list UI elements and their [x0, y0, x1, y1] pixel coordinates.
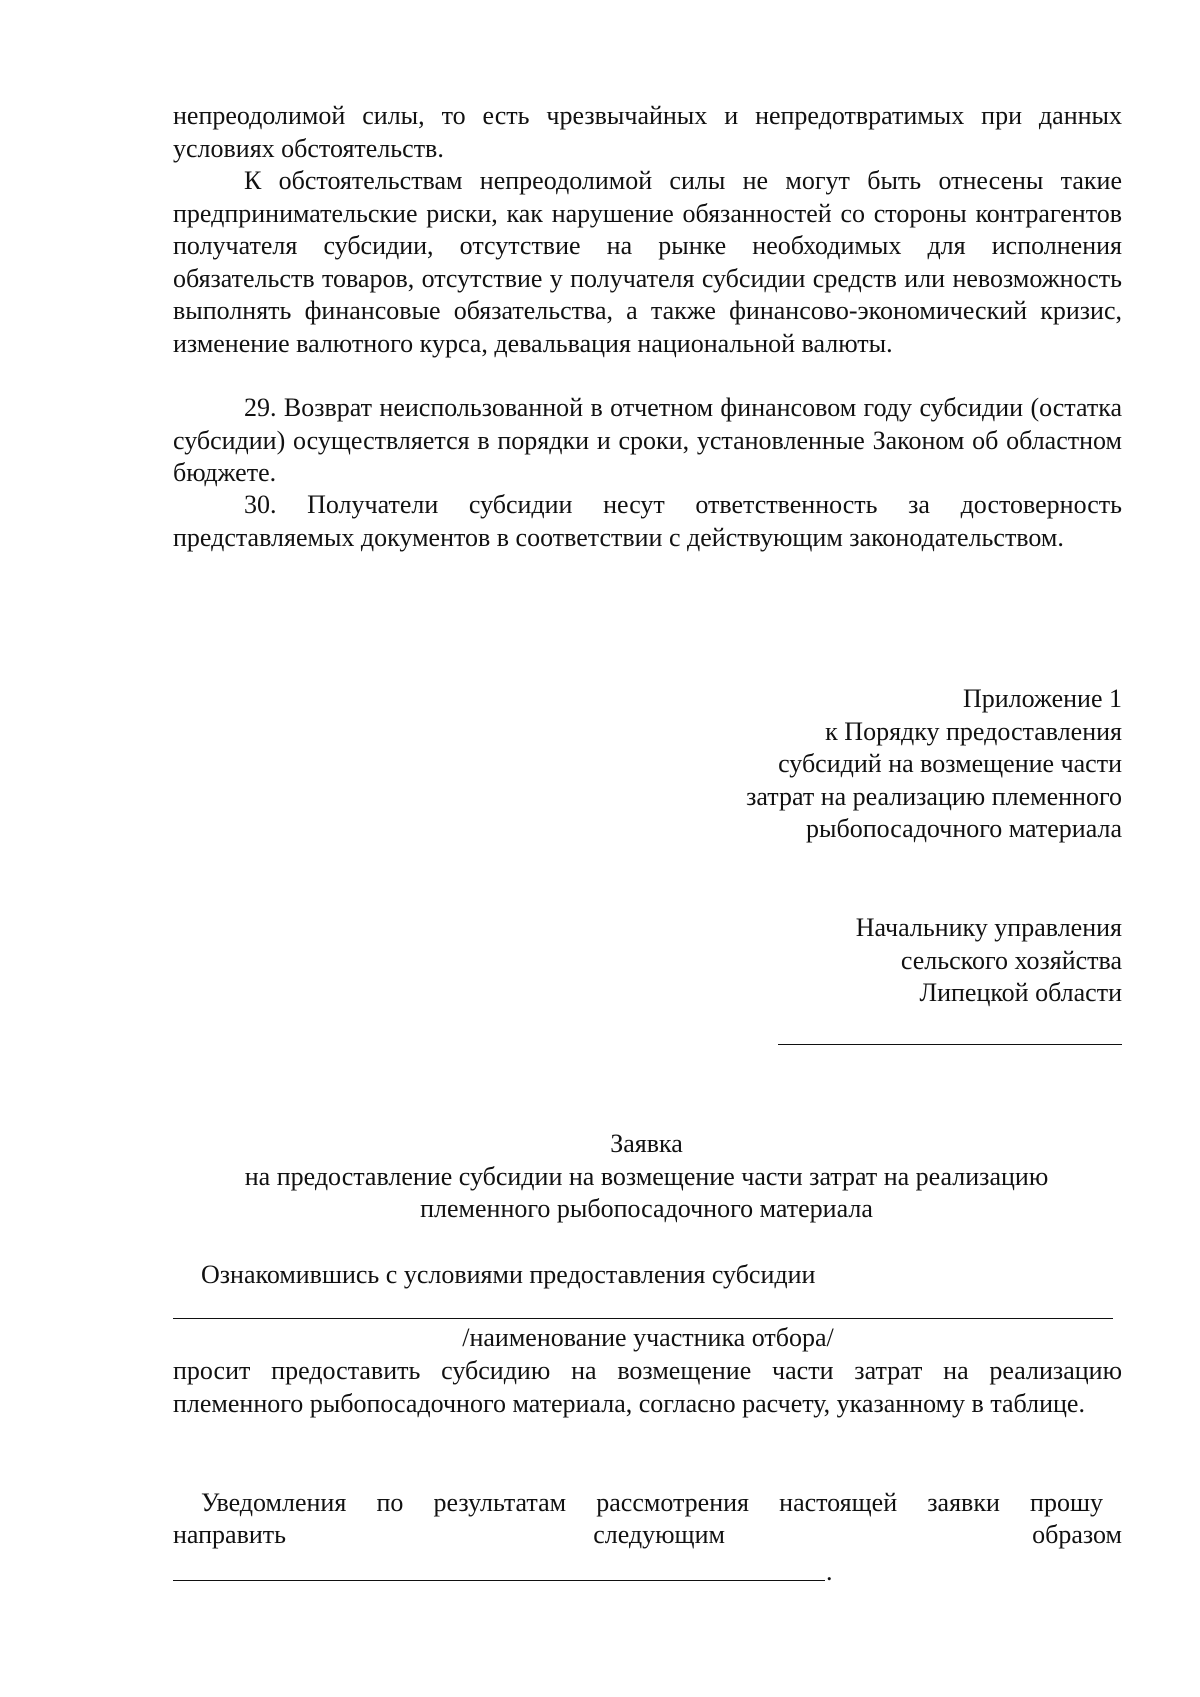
- notification-word: образом: [1032, 1520, 1123, 1549]
- notification-end-period: .: [826, 1557, 833, 1586]
- appendix-line: рыбопосадочного материала: [806, 814, 1122, 843]
- addressee-line: сельского хозяйства: [900, 945, 1122, 975]
- paragraph-text: 30. Получатели субсидии несут ответственность за достоверность представляемых документов в соответствии с действующим законодательством.: [173, 490, 1122, 552]
- addressee-block: [173, 912, 1122, 1010]
- notification-line-2: [173, 1519, 1122, 1552]
- appendix-header: [173, 683, 1122, 846]
- application-subtitle-line: племенного рыбопосадочного материала: [420, 1194, 873, 1223]
- application-title-block: [200, 1128, 1093, 1226]
- paragraph-force-majeure-end: [173, 100, 1122, 165]
- application-intro: [201, 1259, 1101, 1292]
- paragraph-29: [173, 392, 1122, 490]
- paragraph-text: непреодолимой силы, то есть чрезвычайных и непредотвратимых при данных условиях обстоятельств.: [173, 101, 1122, 163]
- participant-caption: /наименование участника отбора/: [462, 1323, 834, 1352]
- notification-method-line: [173, 1580, 825, 1581]
- paragraph-not-force-majeure: [173, 165, 1122, 360]
- notification-words: [173, 1519, 1122, 1552]
- appendix-line: к Порядку предоставления: [825, 716, 1122, 746]
- notification-word: направить: [173, 1520, 286, 1549]
- paragraph-30: [173, 489, 1122, 554]
- addressee-line: Липецкой области: [919, 978, 1122, 1007]
- notification-text: Уведомления по результатам рассмотрения настоящей заявки прошу: [201, 1488, 1103, 1517]
- intro-text: Ознакомившись с условиями предоставления субсидии: [201, 1260, 816, 1289]
- application-title: Заявка: [610, 1129, 683, 1158]
- addressee-line: Начальнику управления: [855, 913, 1122, 942]
- notification-word: следующим: [593, 1520, 725, 1549]
- appendix-line: субсидий на возмещение части: [778, 749, 1122, 778]
- application-subtitle-line: на предоставление субсидии на возмещение части затрат на реализацию: [244, 1161, 1049, 1191]
- addressee-signature-line: [778, 1044, 1122, 1045]
- paragraph-text: 29. Возврат неиспользованной в отчетном финансовом году субсидии (остатка субсидии) осуществляется в порядки и сроки, установленные Законом об областном бюджете.: [173, 393, 1122, 487]
- application-request: [173, 1355, 1122, 1420]
- notification-line-1: [201, 1487, 1103, 1520]
- participant-name-line: [173, 1318, 1113, 1319]
- appendix-line: Приложение 1: [962, 684, 1122, 713]
- paragraph-text: К обстоятельствам непреодолимой силы не могут быть отнесены такие предпринимательские риски, как нарушение обязанностей со стороны контрагентов получателя субсидии, отсутствие на рынке необходимых для исполнения обязательств товаров, отсутствие у получателя субсидии средств или невозможность выполнять финансовые обязательства, а также финансово-экономический кризис, изменение валютного курса, девальвация национальной валюты.: [173, 166, 1122, 358]
- request-text: просит предоставить субсидию на возмещение части затрат на реализацию племенного рыбопосадочного материала, согласно расчету, указанному в таблице.: [173, 1356, 1122, 1418]
- participant-caption-block: [173, 1322, 1123, 1355]
- appendix-line: затрат на реализацию племенного: [746, 781, 1122, 811]
